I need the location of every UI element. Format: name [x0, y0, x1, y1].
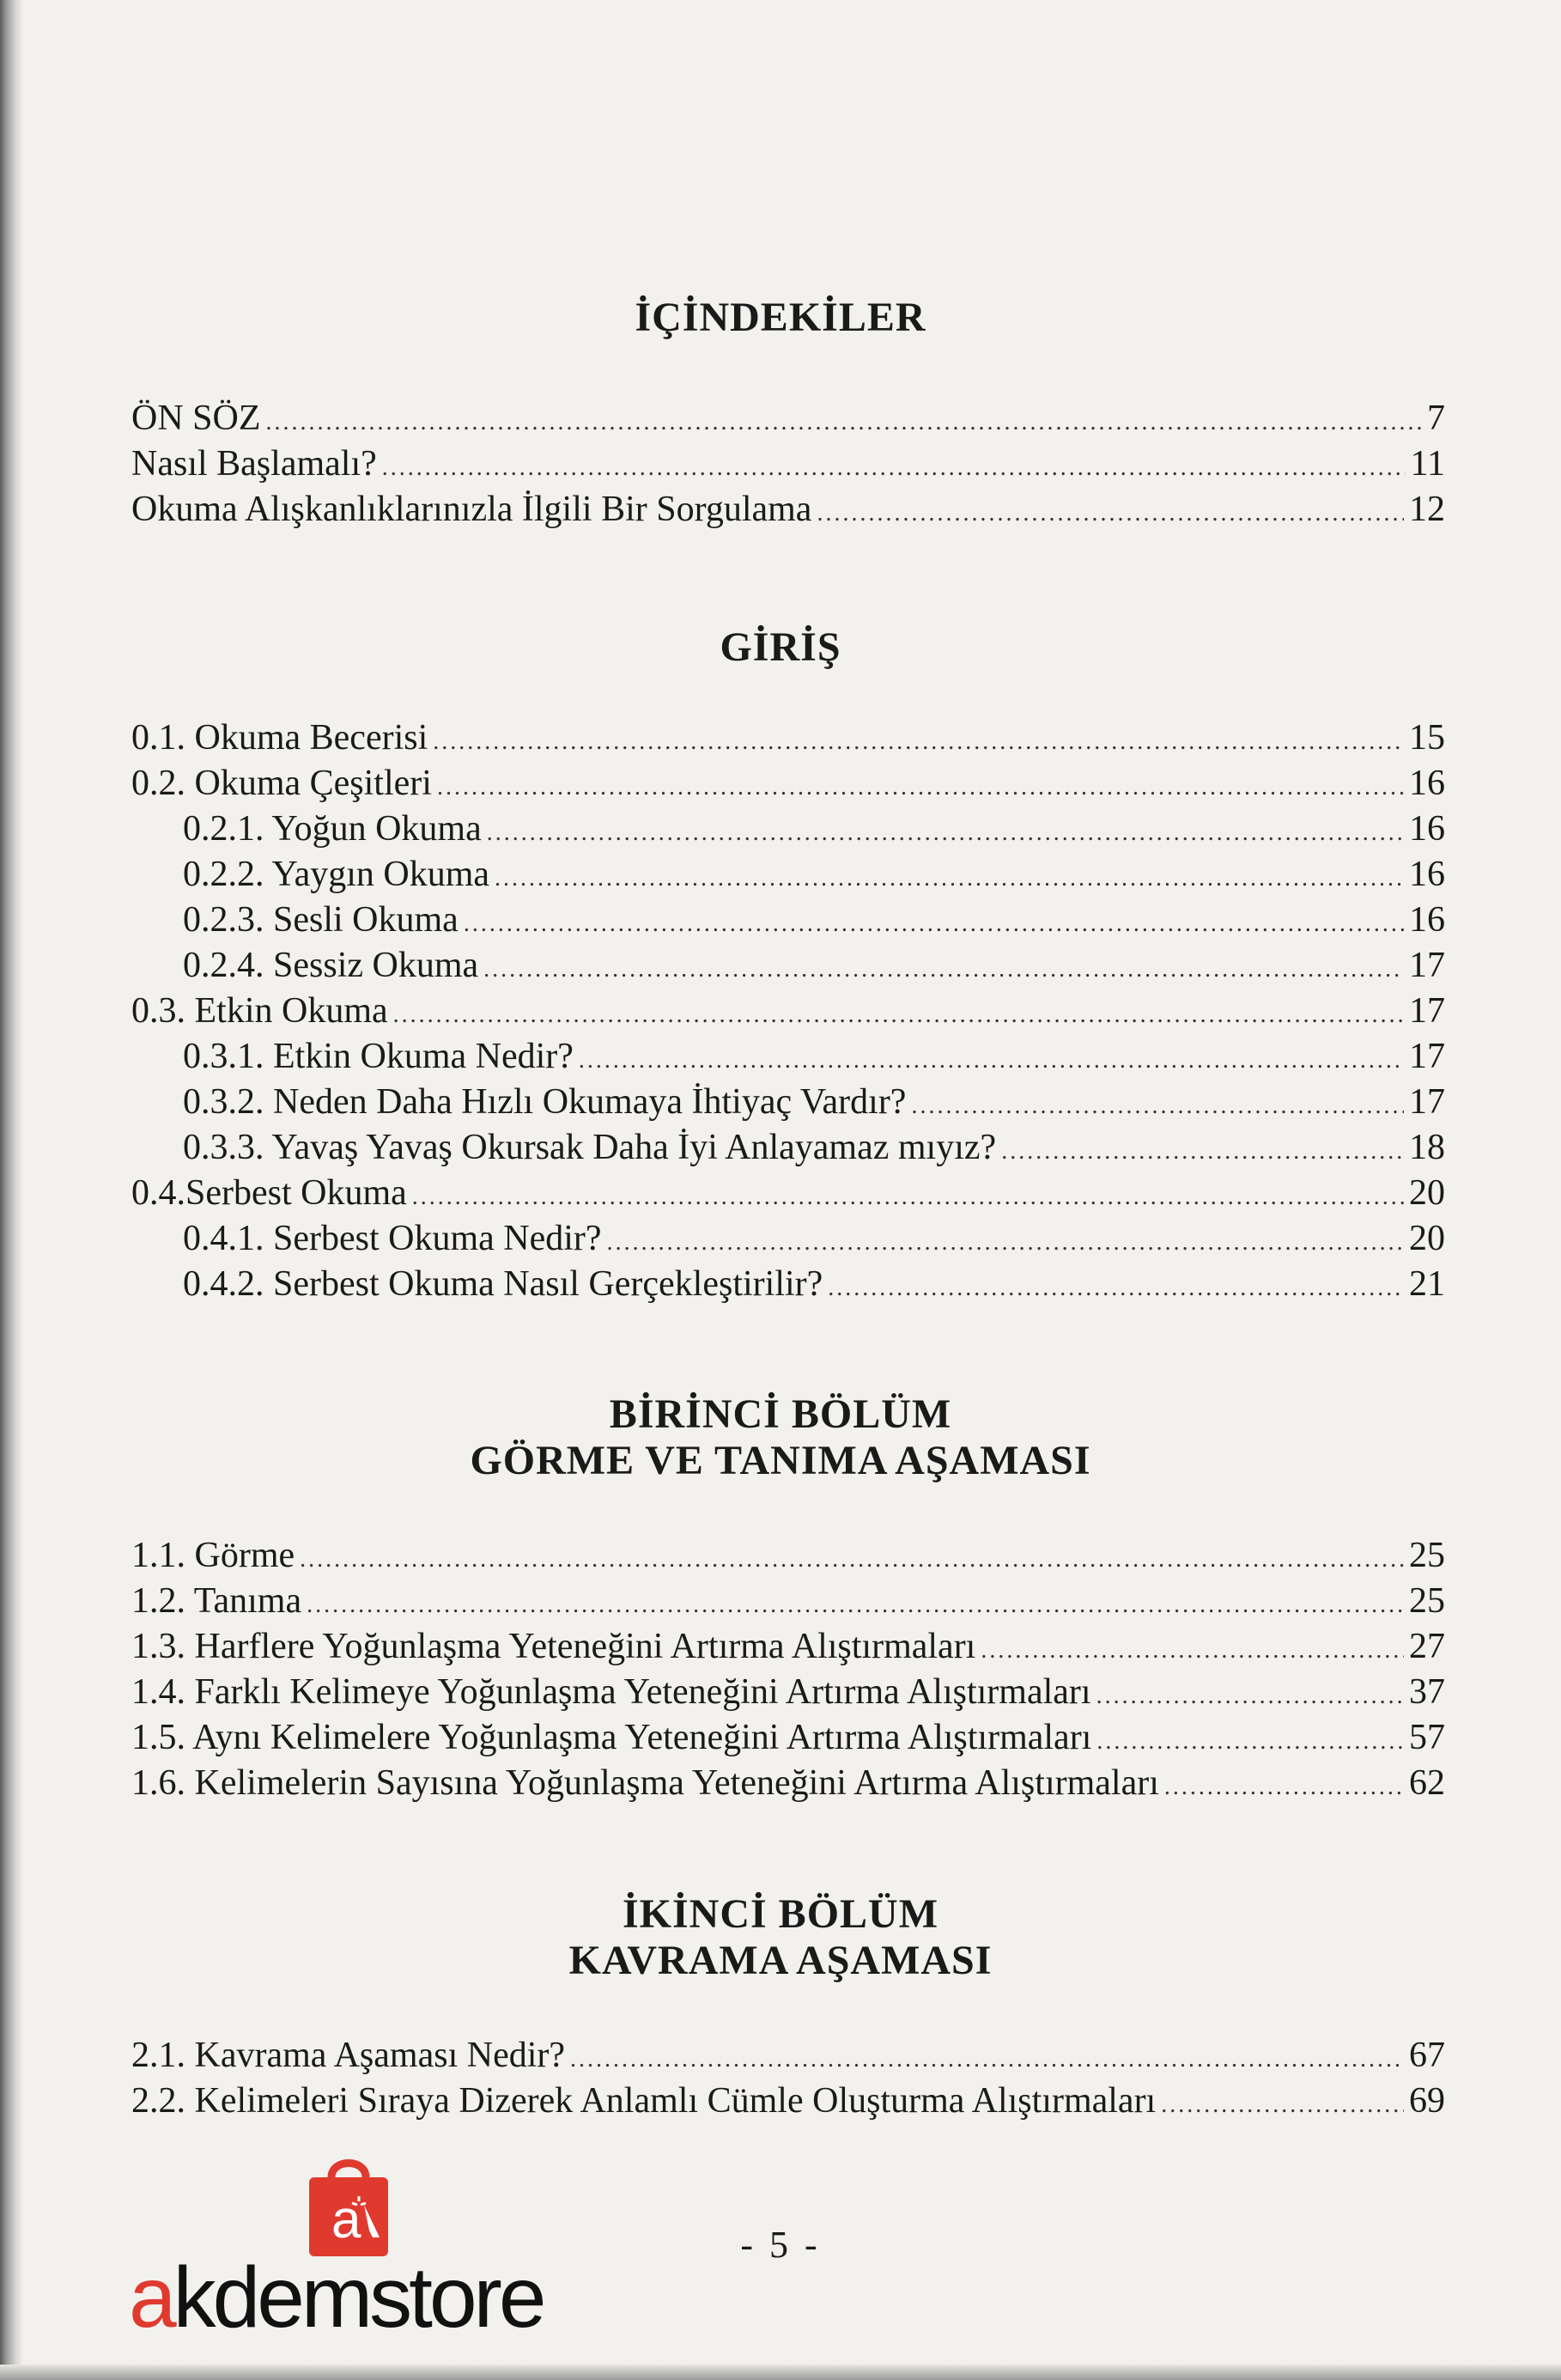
toc-subentry: [183, 1080, 1445, 1129]
toc-entry-page: 16: [1409, 764, 1445, 803]
toc-entry-label: Okuma Alışkanlıklarınızla İlgili Bir Sorgulama: [131, 490, 812, 529]
dot-leader: [483, 947, 1404, 992]
toc-entry-label: 0.4.1. Serbest Okuma Nedir?: [183, 1219, 602, 1258]
dot-leader: [817, 491, 1404, 536]
toc-entry-page: 62: [1409, 1763, 1445, 1803]
toc-entry-page: 27: [1409, 1627, 1445, 1666]
toc-subentry: [183, 1262, 1445, 1311]
toc-entry-page: 17: [1409, 1037, 1445, 1076]
toc-entry-label: 0.2.2. Yaygın Okuma: [183, 855, 490, 894]
toc-entry-label: 0.3. Etkin Okuma: [131, 991, 388, 1031]
dot-leader: [570, 2037, 1404, 2082]
shopping-bag-icon: [297, 2152, 400, 2263]
toc-entry-page: 25: [1409, 1581, 1445, 1621]
toc-entry: [131, 487, 1445, 536]
logo-accent-letter: a: [129, 2249, 173, 2346]
dot-leader: [981, 1628, 1404, 1673]
toc-entry-label: Nasıl Başlamalı?: [131, 444, 377, 484]
toc-entry: [131, 2033, 1445, 2082]
toc-entry: [131, 715, 1445, 764]
toc-entry-label: 1.6. Kelimelerin Sayısına Yoğunlaşma Yeteneğini Artırma Alıştırmaları: [131, 1763, 1159, 1803]
toc-entry: [131, 1670, 1445, 1719]
dot-leader: [1161, 2083, 1404, 2127]
toc-entry-label: 0.4.Serbest Okuma: [131, 1173, 407, 1213]
section-heading-bolum1: BİRİNCİ BÖLÜM: [609, 1391, 952, 1437]
toc-entry-page: 57: [1409, 1718, 1445, 1757]
dot-leader: [433, 720, 1404, 764]
toc-entry: [131, 2079, 1445, 2127]
page-number: - 5 -: [740, 2224, 821, 2266]
toc-subentry: [183, 807, 1445, 855]
toc-entry-label: 0.3.1. Etkin Okuma Nedir?: [183, 1037, 574, 1076]
dot-leader: [1096, 1720, 1404, 1764]
toc-entry-label: 0.1. Okuma Becerisi: [131, 718, 428, 758]
toc-subentry: [183, 1034, 1445, 1083]
dot-leader: [393, 993, 1404, 1038]
toc-entry: [131, 1715, 1445, 1764]
page-bottom-edge: [0, 2365, 1561, 2380]
dot-leader: [495, 856, 1404, 901]
toc-entry-page: 16: [1409, 809, 1445, 849]
toc-entry-page: 16: [1409, 855, 1445, 894]
dot-leader: [911, 1084, 1404, 1129]
akdemstore-logo: [129, 2152, 575, 2358]
toc-entry-label: 1.4. Farklı Kelimeye Yoğunlaşma Yeteneğini Artırma Alıştırmaları: [131, 1672, 1091, 1712]
toc-subentry: [183, 1125, 1445, 1174]
dot-leader: [412, 1175, 1404, 1220]
toc-entry: [131, 441, 1445, 490]
toc-subentry: [183, 852, 1445, 901]
toc-entry-page: 18: [1409, 1128, 1445, 1167]
toc-entry-label: 0.2.4. Sessiz Okuma: [183, 946, 479, 985]
toc-entry-page: 67: [1409, 2036, 1445, 2075]
toc-entry-label: 1.3. Harflere Yoğunlaşma Yeteneğini Artırma Alıştırmaları: [131, 1627, 976, 1666]
toc-entry-page: 17: [1409, 1082, 1445, 1122]
toc-entry-page: 11: [1410, 444, 1445, 484]
logo-wordmark: [129, 2250, 543, 2345]
dot-leader: [464, 902, 1404, 947]
toc-entry-page: 20: [1409, 1173, 1445, 1213]
toc-entry-label: 0.2. Okuma Çeşitleri: [131, 764, 432, 803]
toc-entry-page: 37: [1409, 1672, 1445, 1712]
logo-text: kdemstore: [173, 2249, 544, 2346]
section-heading-bolum2: İKİNCİ BÖLÜM: [622, 1891, 939, 1937]
toc-entry-label: 0.4.2. Serbest Okuma Nasıl Gerçekleştirilir?: [183, 1264, 823, 1304]
toc-entry: [131, 1761, 1445, 1810]
toc-entry-page: 69: [1409, 2081, 1445, 2121]
toc-subentry: [183, 943, 1445, 992]
dot-leader: [307, 1583, 1404, 1628]
section-subheading-bolum2: KAVRAMA AŞAMASI: [568, 1938, 993, 1983]
toc-entry: [131, 1171, 1445, 1220]
dot-leader: [1096, 1674, 1404, 1719]
toc-entry: [131, 989, 1445, 1038]
dot-leader: [300, 1537, 1404, 1582]
toc-entry-label: ÖN SÖZ: [131, 399, 261, 438]
dot-leader: [487, 811, 1404, 855]
logo-icon-letter: a: [331, 2190, 361, 2249]
toc-entry-label: 2.1. Kavrama Aşaması Nedir?: [131, 2036, 566, 2075]
section-heading-giris: GİRİŞ: [720, 624, 841, 670]
toc-entry-label: 0.3.2. Neden Daha Hızlı Okumaya İhtiyaç Vardır?: [183, 1082, 907, 1122]
dot-leader: [266, 400, 1422, 445]
dot-leader: [382, 446, 1406, 490]
toc-entry: [131, 1579, 1445, 1628]
dot-leader: [1164, 1765, 1404, 1810]
toc-entry-page: 25: [1409, 1536, 1445, 1575]
toc-entry-page: 21: [1409, 1264, 1445, 1304]
toc-entry-label: 1.1. Görme: [131, 1536, 295, 1575]
toc-entry-page: 12: [1409, 490, 1445, 529]
toc-entry: [131, 1533, 1445, 1582]
toc-entry-page: 15: [1409, 718, 1445, 758]
toc-entry-label: 0.2.3. Sesli Okuma: [183, 900, 459, 940]
toc-entry-page: 17: [1409, 946, 1445, 985]
toc-entry-page: 16: [1409, 900, 1445, 940]
dot-leader: [1001, 1129, 1404, 1174]
toc-entry: [131, 761, 1445, 810]
toc-title: İÇİNDEKİLER: [635, 295, 926, 340]
toc-entry-label: 0.3.3. Yavaş Yavaş Okursak Daha İyi Anlayamaz mıyız?: [183, 1128, 997, 1167]
toc-entry-label: 2.2. Kelimeleri Sıraya Dizerek Anlamlı Cümle Oluşturma Alıştırmaları: [131, 2081, 1157, 2121]
toc-entry-page: 7: [1427, 399, 1445, 438]
toc-entry: [131, 396, 1445, 445]
toc-entry-label: 1.5. Aynı Kelimelere Yoğunlaşma Yeteneğini Artırma Alıştırmaları: [131, 1718, 1092, 1757]
toc-entry-label: 0.2.1. Yoğun Okuma: [183, 809, 482, 849]
toc-entry-page: 20: [1409, 1219, 1445, 1258]
toc-subentry: [183, 1216, 1445, 1265]
section-subheading-bolum1: GÖRME VE TANIMA AŞAMASI: [470, 1438, 1091, 1483]
toc-entry-page: 17: [1409, 991, 1445, 1031]
dot-leader: [437, 765, 1404, 810]
dot-leader: [828, 1266, 1404, 1311]
dot-leader: [607, 1220, 1404, 1265]
toc-entry: [131, 1624, 1445, 1673]
toc-entry-label: 1.2. Tanıma: [131, 1581, 302, 1621]
dot-leader: [579, 1038, 1404, 1083]
toc-subentry: [183, 898, 1445, 947]
